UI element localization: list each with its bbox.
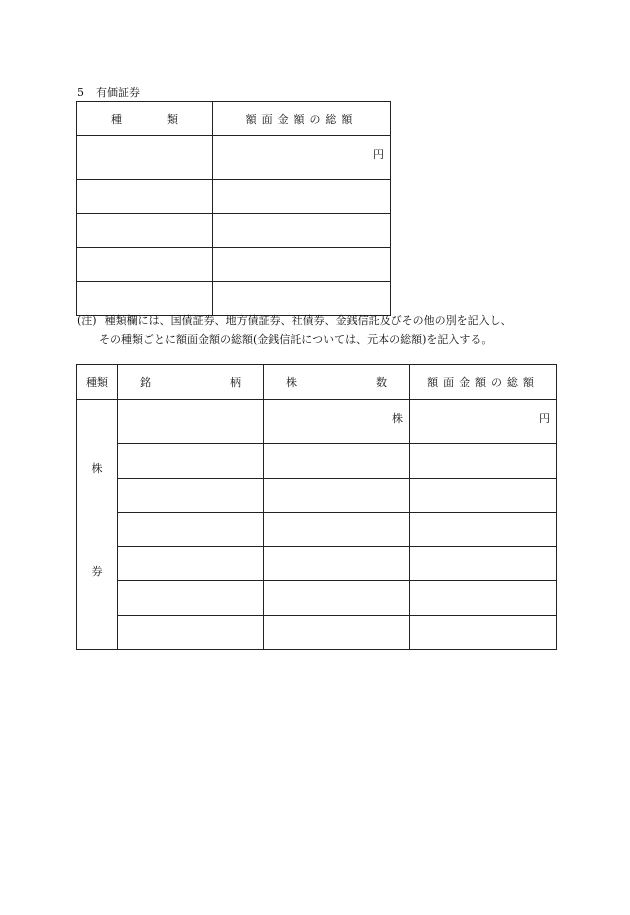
table-row [77, 180, 391, 214]
header-face-total [213, 102, 391, 136]
amount-cell[interactable] [213, 214, 391, 248]
header-brand-char-2: 柄 [230, 376, 241, 389]
brand-cell[interactable] [118, 581, 264, 615]
table-row [77, 444, 557, 478]
header-shares-char-1: 株 [286, 376, 297, 389]
amount-cell[interactable] [410, 478, 557, 512]
amount-cell[interactable] [410, 444, 557, 478]
kind-cell [77, 400, 118, 650]
header-face-total-label: 額面金額の総額 [245, 112, 358, 126]
stocks-table [76, 364, 557, 650]
header-face-total-label: 額面金額の総額 [427, 376, 539, 389]
header-face-total [410, 365, 557, 400]
note-tag: (注) [77, 314, 97, 327]
note-line-2: その種類ごとに額面金額の総額(金銭信託については、元本の総額)を記入する。 [99, 333, 493, 346]
brand-cell[interactable] [118, 547, 264, 581]
amount-cell[interactable] [213, 248, 391, 282]
header-brand [118, 365, 264, 400]
brand-cell[interactable] [118, 615, 264, 649]
type-cell[interactable] [77, 214, 213, 248]
amount-cell[interactable] [213, 136, 391, 180]
section-number: 5 [77, 86, 84, 99]
header-shares [264, 365, 410, 400]
shares-cell[interactable] [264, 512, 410, 546]
shares-cell[interactable] [264, 400, 410, 444]
header-type-char-1: 種 [111, 112, 122, 126]
amount-cell[interactable] [213, 180, 391, 214]
shares-cell[interactable] [264, 547, 410, 581]
table-row [77, 248, 391, 282]
header-type [77, 102, 213, 136]
shares-unit: 株 [392, 412, 403, 425]
type-cell[interactable] [77, 248, 213, 282]
kind-char-2: 券 [91, 565, 103, 578]
header-brand-char-1: 銘 [140, 376, 151, 389]
amount-cell[interactable] [410, 400, 557, 444]
section-title: 有価証券 [96, 86, 140, 99]
amount-cell[interactable] [410, 547, 557, 581]
table-header-row [77, 365, 557, 400]
shares-cell[interactable] [264, 581, 410, 615]
shares-cell[interactable] [264, 444, 410, 478]
table-row [77, 547, 557, 581]
header-type-char-2: 類 [167, 112, 178, 126]
brand-cell[interactable] [118, 444, 264, 478]
table-header-row [77, 102, 391, 136]
amount-cell[interactable] [410, 512, 557, 546]
table-row [77, 214, 391, 248]
kind-char-1: 株 [91, 462, 103, 475]
table-row [77, 478, 557, 512]
header-shares-char-2: 数 [376, 376, 387, 389]
shares-cell[interactable] [264, 615, 410, 649]
header-kind: 種類 [77, 365, 118, 400]
yen-unit: 円 [539, 412, 550, 425]
table-row [77, 615, 557, 649]
note-block [77, 311, 577, 349]
table-row [77, 136, 391, 180]
note-line-1: 種類欄には、国債証券、地方債証券、社債券、金銭信託及びその他の別を記入し、 [104, 314, 512, 327]
brand-cell[interactable] [118, 512, 264, 546]
section-heading [77, 84, 140, 100]
amount-cell[interactable] [410, 615, 557, 649]
brand-cell[interactable] [118, 478, 264, 512]
yen-unit: 円 [373, 148, 384, 161]
table-row [77, 581, 557, 615]
table-row [77, 512, 557, 546]
securities-table [76, 101, 391, 316]
shares-cell[interactable] [264, 478, 410, 512]
amount-cell[interactable] [410, 581, 557, 615]
brand-cell[interactable] [118, 400, 264, 444]
type-cell[interactable] [77, 180, 213, 214]
table-row [77, 400, 557, 444]
type-cell[interactable] [77, 136, 213, 180]
